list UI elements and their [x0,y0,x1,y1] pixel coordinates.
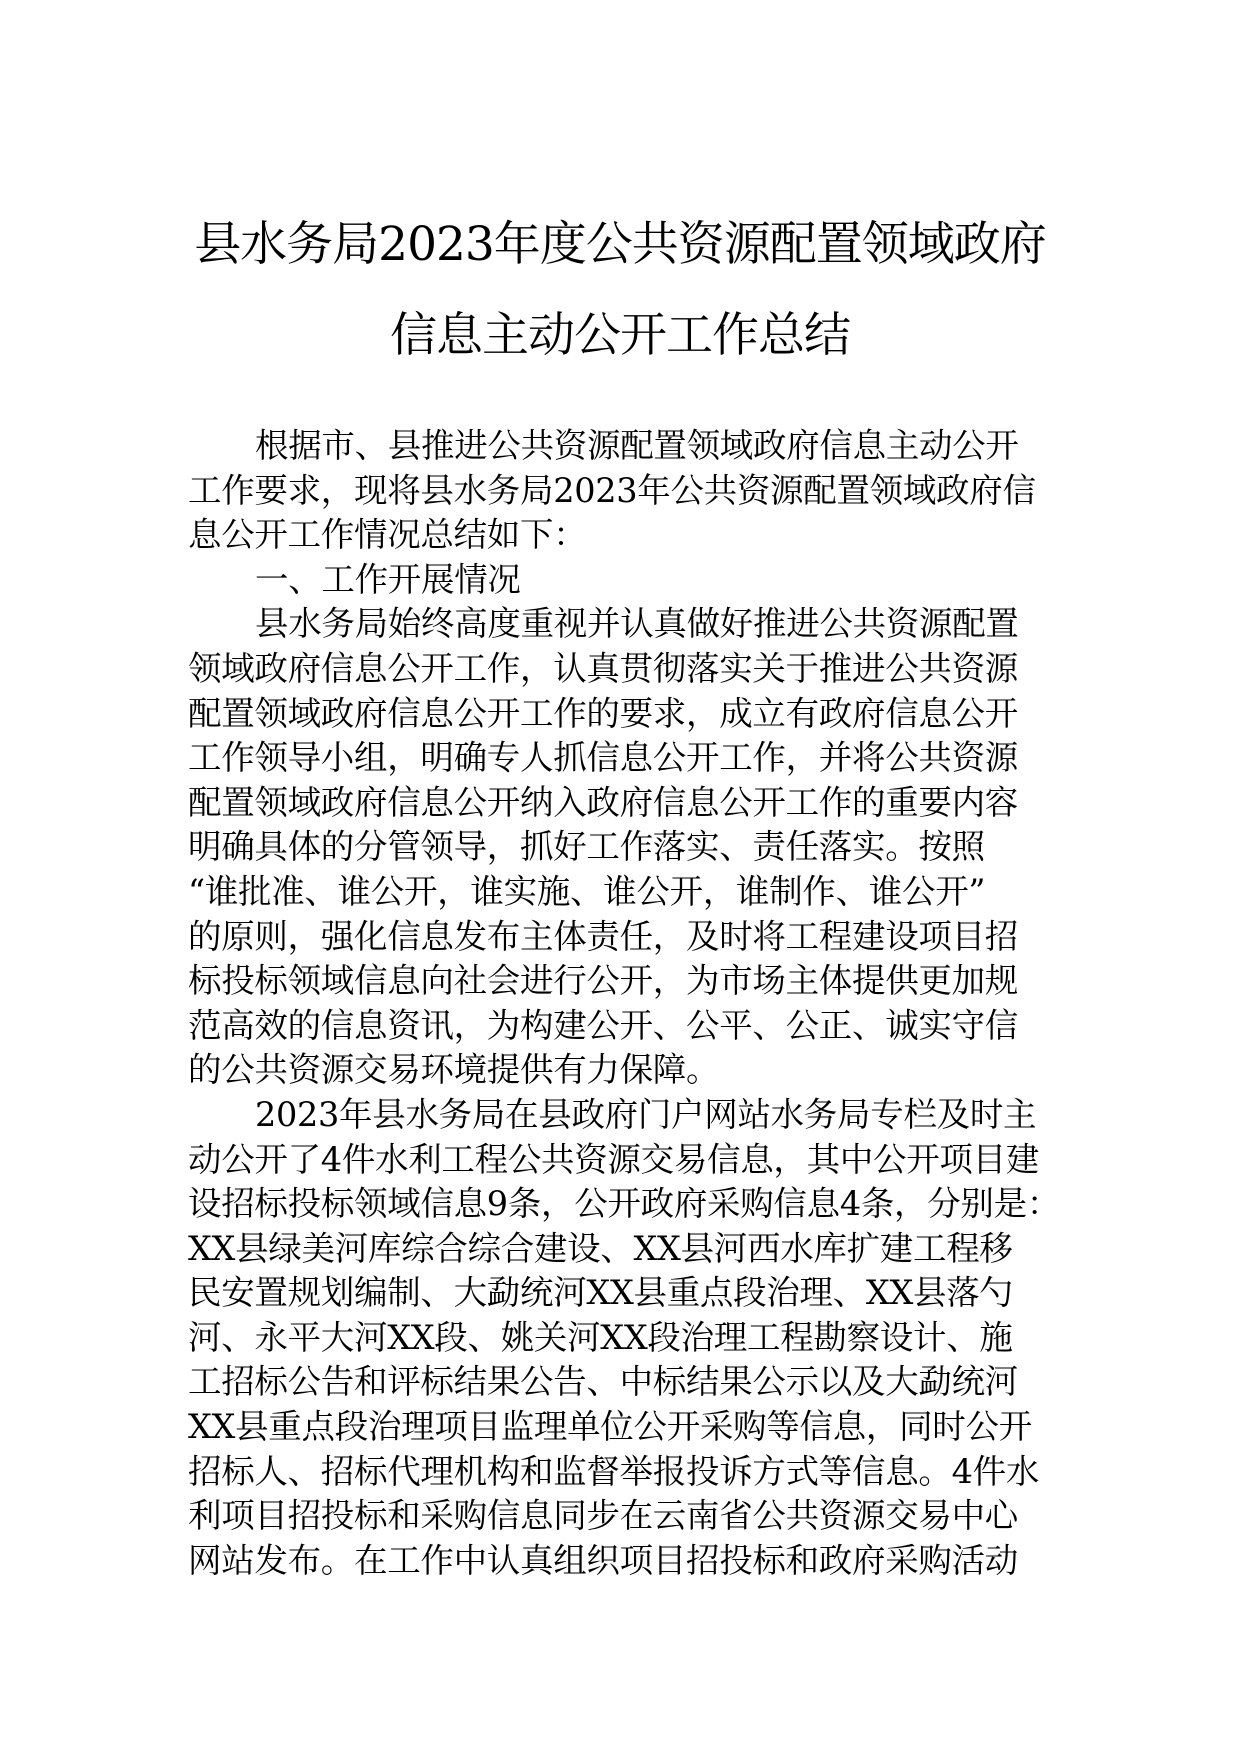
section-heading: 一、工作开展情况 [255,559,521,599]
body-line: 领域政府信息公开工作，认真贯彻落实关于推进公共资源 [188,648,1018,688]
body-line: 明确具体的分管领导，抓好工作落实、责任落实。按照 [188,827,985,867]
body-line: XX县重点段治理项目监理单位公开采购等信息，同时公开 [188,1407,1032,1447]
document-title-line-2: 信息主动公开工作总结 [390,308,850,363]
body-line: 工作要求，现将县水务局2023年公共资源配置领域政府信 [188,470,1036,510]
body-line: 工作领导小组，明确专人抓信息公开工作，并将公共资源 [188,738,1018,778]
document-body [188,424,1088,1583]
body-line: 县水务局始终高度重视并认真做好推进公共资源配置 [255,604,1019,644]
body-line: 的公共资源交易环境提供有力保障。 [188,1050,720,1090]
body-line: 标投标领域信息向社会进行公开，为市场主体提供更加规 [188,961,1018,1001]
body-line: 配置领域政府信息公开纳入政府信息公开工作的重要内容 [188,782,1018,822]
body-line: 范高效的信息资讯，为构建公开、公平、公正、诚实守信 [188,1005,1018,1045]
body-line: 河、永平大河XX段、姚关河XX段治理工程勘察设计、施 [188,1317,1013,1357]
body-line: 工招标公告和评标结果公告、中标结果公示以及大勐统河 [188,1362,1018,1402]
body-line: “谁批准、谁公开，谁实施、谁公开，谁制作、谁公开” [188,871,986,911]
body-line: 招标人、招标代理机构和监督举报投诉方式等信息。4件水 [188,1451,1040,1491]
body-line: 2023年县水务局在县政府门户网站水务局专栏及时主 [255,1094,1037,1134]
body-line: 根据市、县推进公共资源配置领域政府信息主动公开 [255,426,1019,465]
body-line: 民安置规划编制、大勐统河XX县重点段治理、XX县落勺 [188,1273,1013,1313]
body-line: 的原则，强化信息发布主体责任，及时将工程建设项目招 [188,916,1018,956]
body-line: 息公开工作情况总结如下： [188,515,587,555]
body-line: XX县绿美河库综合综合建设、XX县河西水库扩建工程移 [188,1228,1013,1268]
body-line: 配置领域政府信息公开工作的要求，成立有政府信息公开 [188,693,1018,733]
document-title-line-1: 县水务局2023年度公共资源配置领域政府 [194,217,1046,272]
body-line: 设招标投标领域信息9条，公开政府采购信息4条，分别是： [188,1184,1061,1224]
body-line: 动公开了4件水利工程公共资源交易信息，其中公开项目建 [188,1139,1040,1179]
body-line: 利项目招投标和采购信息同步在云南省公共资源交易中心 [188,1496,1018,1536]
body-line: 网站发布。在工作中认真组织项目招投标和政府采购活动 [188,1540,1018,1580]
